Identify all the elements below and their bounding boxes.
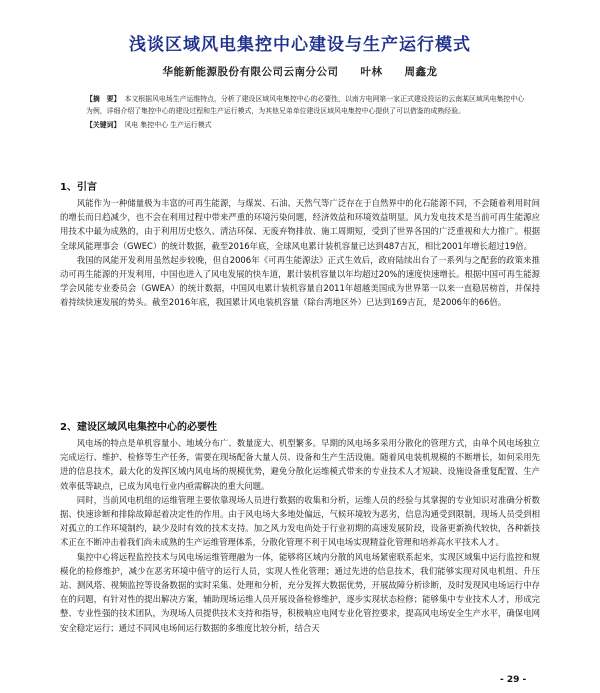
keywords-text: 风电 集控中心 生产运行模式: [124, 121, 212, 129]
body-paragraph: 同时，当前风电机组的运维管理主要依靠现场人员进行数据的收集和分析，运维人员的经验与其掌握的专业知识对准确分析数据、快速诊断和排除故障起着决定性的作用。由于风电场大多地处偏远，气候环境较为恶劣，信息沟通受到限制，现场人员受到相对孤立的工作环境制约，缺少及时有效的技术支持。加之风力发电尚处于行业初期的高速发展阶段，设备更新换代较快，各种新技术正在不断冲击着我们尚未成熟的生产运维管理体系，分散化管理不利于风电场实现精益化管理和培养高水平技术人才。: [60, 494, 540, 548]
abstract-paragraph: [86, 93, 530, 117]
keywords-line: [86, 119, 530, 131]
abstract-label: 【摘 要】: [86, 95, 121, 103]
section-body-necessity: [60, 436, 540, 635]
section-heading-necessity: 2、建设区域风电集控中心的必要性: [60, 422, 217, 433]
author-line: 华能新能源股份有限公司云南分公司 叶林 周鑫龙: [162, 66, 438, 78]
body-paragraph: 我国的风能开发利用虽然起步较晚，但自2006年《可再生能源法》正式生效后，政府陆续出台了一系列与之配套的政策来推动可再生能源的开发利用，中国也进入了风电发展的快车道，累计装机容量以年均超过20%的速度快速增长。根据中国可再生能源学会风能专业委员会（GWEA）的统计数据，中国风电累计装机容量自2011年超越美国成为世界第一以来一直稳居榜首，并保持着持续快速发展的势头。截至2016年底，我国累计风电装机容量（除台湾地区外）已达到169吉瓦，是2006年的66倍。: [60, 254, 540, 308]
section-heading-intro: 1、引言: [60, 182, 97, 193]
paper-title: 浅谈区域风电集控中心建设与生产运行模式: [129, 35, 471, 55]
section-body-intro: [60, 196, 540, 310]
page-number: - 29 -: [500, 675, 527, 685]
body-paragraph: 风电场的特点是单机容量小、地域分布广、数量庞大、机型繁多。早期的风电场多采用分散化的管理方式，由单个风电场独立完成运行、维护、检修等生产任务，需要在现场配备大量人员、设备和生产生活设施。随着风电装机规模的不断增长，如何采用先进的信息技术，最大化的发挥区域内风电场的规模优势，避免分散化运维模式带来的专业技术人才短缺、设施设备重复配置、生产效率低等缺点，已成为风电行业内亟需解决的重大问题。: [60, 438, 540, 491]
body-paragraph: 风能作为一种储量极为丰富的可再生能源，与煤炭、石油、天然气等广泛存在于自然界中的化石能源不同，不会随着利用时间的增长而日趋减少，也不会在利用过程中带来严重的环境污染问题，经济效益和环境效益明显。风力发电技术是当前可再生能源应用技术中最为成熟的，由于利用历史悠久、清洁环保、无废弃物排放、施工周期短，受到了世界各国的广泛重视和大力推广。根据全球风能理事会（GWEC）的统计数据，截至2016年底，全球风电累计装机容量已达到487吉瓦，相比2001年增长超过19倍。: [60, 198, 540, 251]
keywords-label: 【关键词】: [86, 121, 121, 129]
abstract-block: [86, 93, 530, 131]
body-paragraph: 集控中心将远程监控技术与风电场运维管理融为一体，能够将区域内分散的风电场紧密联系起来，实现区域集中运行监控和规模化的检修维护，减少在恶劣环境中值守的运行人员，实现人性化管理；通过先进的信息技术，我们能够实现对风电机组、升压站、测风塔、视频监控等设备数据的实时采集、处理和分析，充分发挥大数据优势，开展故障分析诊断，及时发现风电场运行中存在的问题，有针对性的提出解决方案，辅助现场运维人员开展设备检修维护，逐步实现状态检修；能够集中专业技术人才，形成完整、专业性强的技术团队，为现场人员提供技术支持和指导，积极响应电网专业化管控要求，提高风电场安全生产水平，确保电网安全稳定运行；通过不同风电场间运行数据的多维度比较分析，结合天: [60, 551, 540, 633]
abstract-text: 本文根据风电场生产运维特点，分析了建设区域风电集控中心的必要性，以南方电网第一家正式建设投运的云南某区域风电集控中心为例，详细介绍了集控中心的建设过程和生产运行模式，为其他兄弟单位建设区域风电集控中心提供了可以借鉴的成熟经验。: [86, 95, 525, 115]
